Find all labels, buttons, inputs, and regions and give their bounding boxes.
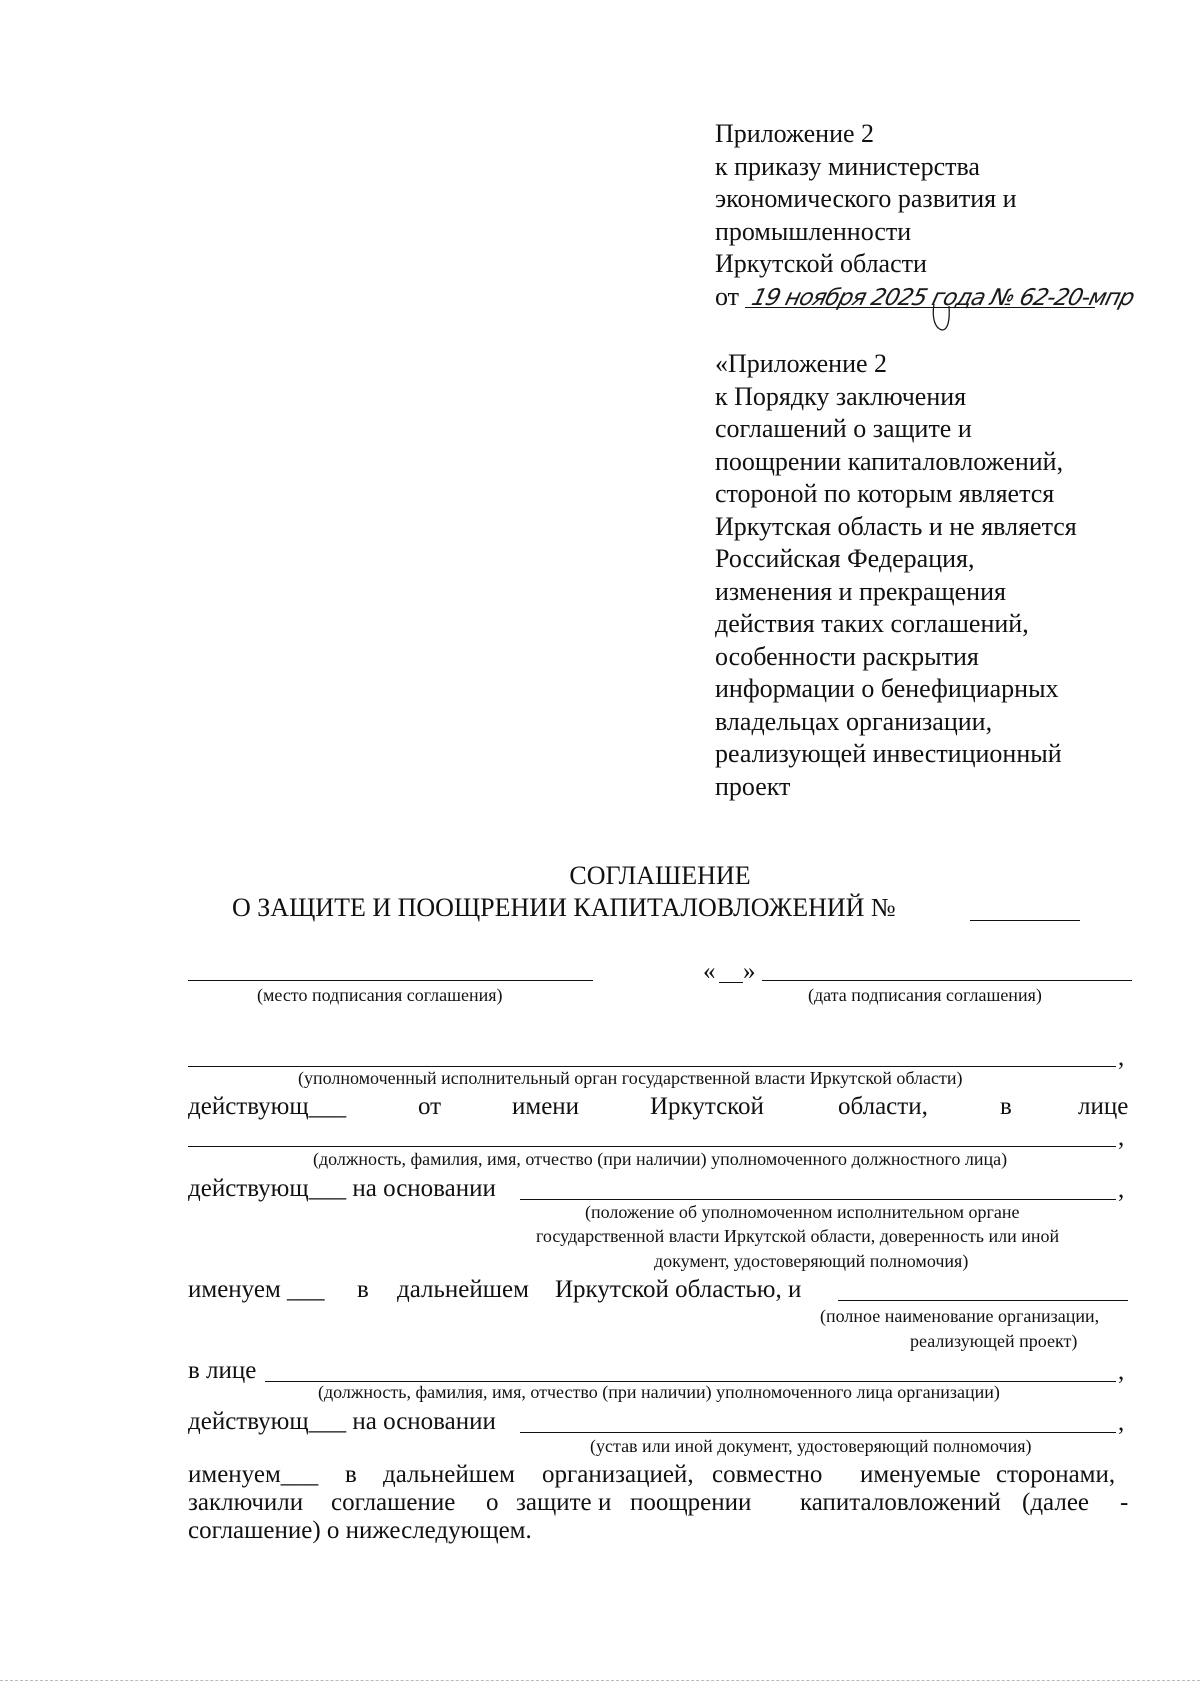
handwritten-order-date: 19 ноября 2025 года № 62-20-мпр [748,284,1136,311]
named-word: в [357,1276,369,1303]
named-word: Иркутской областью, и [555,1276,802,1303]
order-date-line [715,281,1135,315]
comma: , [1118,1409,1125,1436]
final-word: (далее [1022,1489,1090,1516]
day-quote-close: » [743,958,756,985]
final-word: заключили [188,1489,304,1516]
final-word: поощрении [630,1489,752,1516]
basis-caption: (положение об уполномоченном исполнительном органе [585,1202,1020,1222]
appendix-header-line: к приказу министерства [715,151,980,181]
in-person-label: в лице [188,1357,257,1384]
appendix-header [715,118,1135,314]
appendix-header-line: экономического развития и [715,184,1017,213]
final-word: и [598,1489,612,1516]
charter-caption: (устав или иной документ, удостоверяющий полномочия) [590,1436,1032,1456]
appendix-quote [715,348,1135,803]
acting-on-basis: действующ___ на основании [188,1175,496,1202]
appendix-quote-line: особенности раскрытия [715,641,979,671]
final-word: защите [516,1489,592,1516]
agreement-number-blank [970,920,1080,921]
acting-on-basis-2: действующ___ на основании [188,1408,496,1435]
comma: , [1118,1124,1125,1151]
acting-word: в [1000,1093,1012,1120]
comma: , [1118,1044,1125,1071]
document-subtitle [232,892,896,924]
appendix-quote-line: соглашений о защите и [715,414,972,443]
organization-line [838,1300,1128,1301]
appendix-quote-line: действия таких соглашений, [715,609,1029,638]
order-date-underline [745,307,1095,308]
document-subtitle-text: О ЗАЩИТЕ И ПООЩРЕНИИ КАПИТАЛОВЛОЖЕНИЙ № [232,893,896,922]
acting-word: области, [838,1093,928,1120]
signing-date-line [762,980,1132,981]
charter-line [520,1432,1116,1433]
org-person-caption: (должность, фамилия, имя, отчество (при наличии) уполномоченного лица организации) [318,1382,1000,1402]
page-bottom-rule [0,1680,1200,1681]
appendix-quote-line: «Приложение 2 [715,349,888,378]
handwriting-flourish [930,300,954,334]
appendix-quote-line: изменения и прекращения [715,576,1006,606]
appendix-quote-line: поощрении капиталовложений, [715,446,1064,476]
signing-date-caption: (дата подписания соглашения) [808,985,1042,1005]
appendix-quote-line: проект [715,771,791,801]
basis-caption: государственной власти Иркутской области, доверенность или иной [536,1226,1060,1246]
final-word: сторонами, [996,1461,1116,1488]
basis-line [520,1199,1116,1200]
named-word: дальнейшем [397,1276,529,1303]
final-word: дальнейшем [383,1461,515,1488]
final-word: организацией, [542,1461,694,1488]
final-word: - [1120,1489,1129,1516]
comma: , [1118,1176,1125,1203]
appendix-quote-line: к Порядку заключения [715,381,967,411]
official-line [188,1146,1116,1147]
appendix-quote-line: владельцах организации, [715,706,993,736]
final-word: именуемые [860,1461,981,1488]
appendix-quote-line: стороной по которым является [715,479,1055,508]
final-word: именуем___ [188,1461,319,1488]
appendix-quote-line: реализующей инвестиционный [715,739,1062,768]
appendix-quote-line: информации о бенефициарных [715,674,1059,703]
signing-place-line [188,980,593,981]
appendix-header-line: Приложение 2 [715,119,875,148]
final-word: о [486,1489,499,1516]
acting-word: действующ___ [188,1093,347,1120]
organ-caption: (уполномоченный исполнительный орган государственной власти Иркутской области) [298,1068,963,1088]
appendix-header-line: Иркутской области [715,249,927,278]
named-word: именуем ___ [188,1276,325,1303]
acting-word: от [418,1093,442,1120]
signing-day-blank [719,982,743,983]
final-word: в [345,1461,357,1488]
appendix-header-line: промышленности [715,216,912,246]
appendix-quote-line: Российская Федерация, [715,544,975,573]
appendix-quote-line: Иркутская область и не является [715,511,1077,541]
organization-caption: реализующей проект) [910,1331,1078,1351]
final-word: соглашение [331,1489,456,1516]
from-prefix: от [715,281,740,311]
comma: , [1118,1358,1125,1385]
acting-word: Иркутской [650,1093,764,1120]
official-caption: (должность, фамилия, имя, отчество (при наличии) уполномоченного должностного лица) [313,1149,1008,1169]
document-title: СОГЛАШЕНИЕ [569,861,751,890]
basis-caption: документ, удостоверяющий полномочия) [654,1251,969,1271]
acting-word: лице [1078,1093,1129,1120]
signing-place-caption: (место подписания соглашения) [257,985,503,1005]
day-quote-open: « [703,958,716,985]
final-paragraph-end: соглашение) о нижеследующем. [188,1517,532,1544]
final-word: капиталовложений [800,1489,1001,1516]
acting-word: имени [512,1093,580,1120]
organization-caption: (полное наименование организации, [820,1306,1100,1326]
final-word: совместно [712,1461,823,1488]
